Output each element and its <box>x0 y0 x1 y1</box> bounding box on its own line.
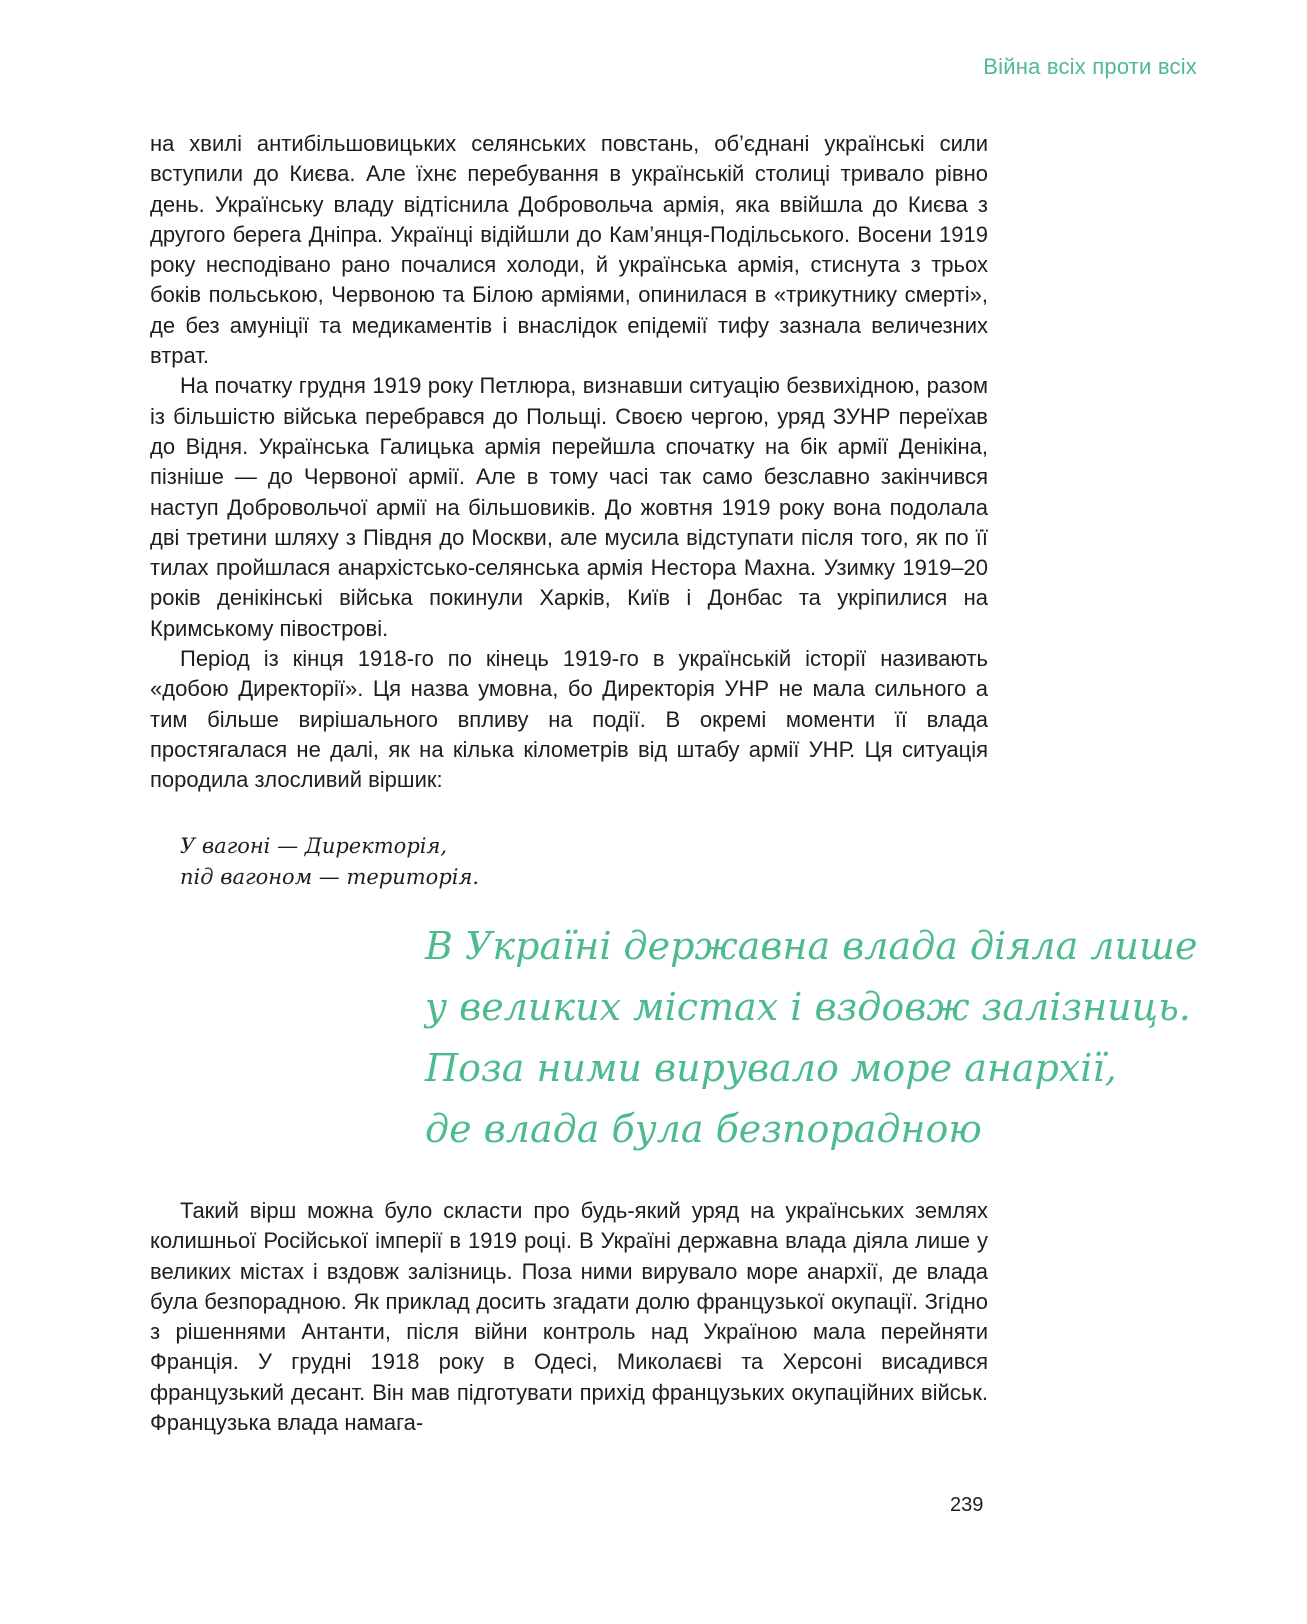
running-head-title: Війна всіх проти всіх <box>983 54 1197 79</box>
paragraph-continuation: на хвилі антибільшовицьких селянських повстань, об’єднані українські сили вступили до Києва. Але їхнє перебування в українській столиці тривало рівно день. Українську владу відтіснила Добровольча армія, яка ввійшла до Києва з другого берега Дніпра. Українці відійшли до Кам’янця-Подільського. Восени 1919 року несподівано рано почалися холоди, й українська армія, стиснута з трьох боків польською, Червоною та Білою арміями, опинилася в «трикутнику смерті», де без амуніції та медикаментів і внаслідок епідемії тифу зазнала величезних втрат. <box>150 131 988 369</box>
pull-quote-line: де влада була безпорадною <box>425 1107 982 1151</box>
pull-quote-line: Поза ними вирувало море анархії, <box>425 1046 1117 1090</box>
pull-quote-line: у великих містах і вздовж залізниць. <box>425 985 1191 1029</box>
verse-line: У вагоні — Директорія, <box>180 834 448 858</box>
body-text-top <box>150 129 988 796</box>
paragraph-french-occupation: Такий вірш можна було скласти про будь-який уряд на українських землях колишньої Російської імперії в 1919 році. В Україні державна влада діяла лише у великих містах і вздовж залізниць. Поза ними вирувало море анархії, де влада була безпорадною. Як приклад досить згадати долю французької окупації. Згідно з рішеннями Антанти, після війни контроль над Україною мала перейняти Франція. У грудні 1918 року в Одесі, Миколаєві та Херсоні висадився французький десант. Він мав підготувати прихід французьких окупаційних військ. Французька влада намага- <box>150 1198 988 1436</box>
pull-quote <box>425 916 1225 1160</box>
paragraph-petliura: На початку грудня 1919 року Петлюра, визнавши ситуацію безвихідною, разом із більшістю війська перебрався до Польщі. Своєю чергою, уряд ЗУНР переїхав до Відня. Українська Галицька армія перейшла спочатку на бік армії Денікіна, пізніше — до Червоної армії. Але в тому часі так само безславно закінчився наступ Добровольчої армії на більшовиків. До жовтня 1919 року вона подолала дві третини шляху з Півдня до Москви, але мусила відступати після того, як по її тилах пройшлася анархістсько-селянська армія Нестора Махна. Узимку 1919–20 років денікінські війська покинули Харків, Київ і Донбас та укріпилися на Кримському півострові. <box>150 373 988 641</box>
verse-quote <box>180 831 479 893</box>
pull-quote-line: В Україні державна влада діяла лише <box>425 924 1198 968</box>
verse-line: під вагоном — територія. <box>180 865 480 889</box>
paragraph-directory-era: Період із кінця 1918-го по кінець 1919-го в українській історії називають «добою Директорії». Ця назва умовна, бо Директорія УНР не мала сильного а тим більше вирішального впливу на події. В окремі моменти її влада простягалася не далі, як на кілька кілометрів від штабу армії УНР. Ця ситуація породила злосливий віршик: <box>150 646 988 793</box>
body-text-bottom <box>150 1196 988 1438</box>
page-number: 239 <box>950 1494 984 1516</box>
